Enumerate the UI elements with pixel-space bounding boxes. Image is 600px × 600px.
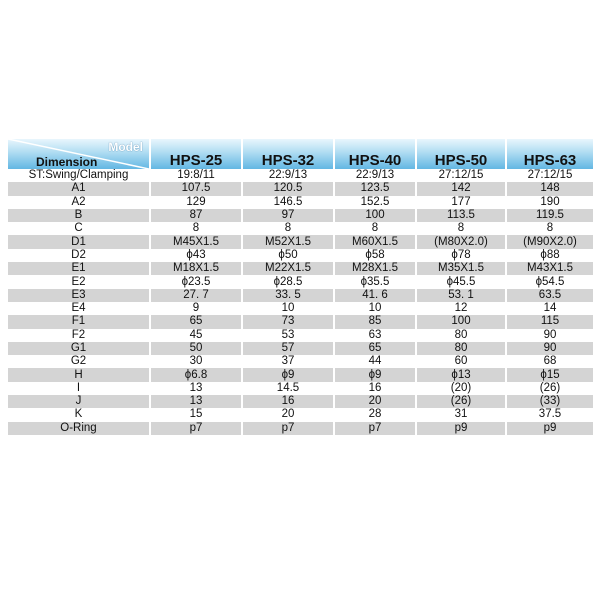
dimension-label: A2 [8,196,150,209]
model-header: HPS-63 [506,139,593,169]
dimension-label: E3 [8,289,150,302]
value-cell: 68 [506,355,593,368]
dimension-label: D1 [8,235,150,248]
value-cell: ϕ88 [506,249,593,262]
value-cell: M43X1.5 [506,262,593,275]
value-cell: 22:9/13 [334,169,416,182]
value-cell: 53. 1 [416,289,506,302]
value-cell: ϕ35.5 [334,275,416,288]
value-cell: 120.5 [242,182,334,195]
table-row [8,302,593,315]
table-row [8,169,593,182]
table-row [8,422,593,435]
value-cell: 73 [242,315,334,328]
value-cell: 20 [242,408,334,421]
table-row [8,182,593,195]
value-cell: 45 [150,329,242,342]
corner-dimension-label: Dimension [36,155,98,169]
value-cell: p7 [242,422,334,435]
dimension-label: H [8,368,150,381]
value-cell: 27. 7 [150,289,242,302]
value-cell: M45X1.5 [150,235,242,248]
value-cell: M28X1.5 [334,262,416,275]
table-row [8,289,593,302]
value-cell: 50 [150,342,242,355]
value-cell: ϕ15 [506,368,593,381]
value-cell: 15 [150,408,242,421]
value-cell: ϕ43 [150,249,242,262]
table-row [8,262,593,275]
table-row [8,408,593,421]
table-row [8,209,593,222]
value-cell: 44 [334,355,416,368]
value-cell: 13 [150,382,242,395]
value-cell: p7 [150,422,242,435]
dimension-label: E4 [8,302,150,315]
value-cell: p9 [506,422,593,435]
value-cell: 119.5 [506,209,593,222]
value-cell: p9 [416,422,506,435]
value-cell: 100 [416,315,506,328]
value-cell: 63 [334,329,416,342]
table-row [8,355,593,368]
value-cell: 53 [242,329,334,342]
table-row [8,196,593,209]
dimension-label: A1 [8,182,150,195]
model-header: HPS-40 [334,139,416,169]
value-cell: 8 [506,222,593,235]
value-cell: 190 [506,196,593,209]
header-row [8,139,593,169]
value-cell: M18X1.5 [150,262,242,275]
model-header: HPS-25 [150,139,242,169]
table-row [8,235,593,248]
value-cell: 177 [416,196,506,209]
table-row [8,342,593,355]
value-cell: 14.5 [242,382,334,395]
value-cell: 80 [416,329,506,342]
value-cell: ϕ13 [416,368,506,381]
value-cell: 37 [242,355,334,368]
dimension-label: K [8,408,150,421]
table-row [8,249,593,262]
value-cell: (33) [506,395,593,408]
value-cell: 12 [416,302,506,315]
value-cell: ϕ9 [334,368,416,381]
value-cell: 20 [334,395,416,408]
table-row [8,368,593,381]
value-cell: 16 [334,382,416,395]
value-cell: ϕ45.5 [416,275,506,288]
corner-model-label: Model [108,140,143,154]
value-cell: (20) [416,382,506,395]
value-cell: ϕ6.8 [150,368,242,381]
value-cell: 33. 5 [242,289,334,302]
value-cell: 107.5 [150,182,242,195]
value-cell: 28 [334,408,416,421]
value-cell: M35X1.5 [416,262,506,275]
value-cell: 31 [416,408,506,421]
value-cell: 148 [506,182,593,195]
dimension-label: G2 [8,355,150,368]
dimension-label: C [8,222,150,235]
value-cell: 8 [334,222,416,235]
value-cell: 8 [150,222,242,235]
dimension-label: J [8,395,150,408]
value-cell: 85 [334,315,416,328]
model-header: HPS-50 [416,139,506,169]
table-row [8,329,593,342]
value-cell: 13 [150,395,242,408]
table-row [8,222,593,235]
value-cell: M60X1.5 [334,235,416,248]
value-cell: ϕ50 [242,249,334,262]
table-row [8,395,593,408]
value-cell: 41. 6 [334,289,416,302]
model-header: HPS-32 [242,139,334,169]
value-cell: 65 [334,342,416,355]
dimension-label: F2 [8,329,150,342]
value-cell: M52X1.5 [242,235,334,248]
value-cell: ϕ9 [242,368,334,381]
corner-cell [8,139,150,169]
value-cell: 27:12/15 [506,169,593,182]
dimension-label: B [8,209,150,222]
value-cell: (M90X2.0) [506,235,593,248]
dimension-label: F1 [8,315,150,328]
value-cell: 9 [150,302,242,315]
value-cell: 87 [150,209,242,222]
value-cell: 10 [242,302,334,315]
value-cell: 113.5 [416,209,506,222]
dimension-label: E1 [8,262,150,275]
dimension-label: I [8,382,150,395]
value-cell: 60 [416,355,506,368]
value-cell: 80 [416,342,506,355]
value-cell: 97 [242,209,334,222]
value-cell: ϕ78 [416,249,506,262]
value-cell: p7 [334,422,416,435]
value-cell: 129 [150,196,242,209]
value-cell: 14 [506,302,593,315]
spec-table [8,139,593,435]
spec-body [8,169,593,435]
value-cell: 16 [242,395,334,408]
value-cell: 22:9/13 [242,169,334,182]
dimension-label: O-Ring [8,422,150,435]
value-cell: 37.5 [506,408,593,421]
value-cell: (M80X2.0) [416,235,506,248]
value-cell: 65 [150,315,242,328]
table-row [8,315,593,328]
value-cell: 8 [416,222,506,235]
value-cell: ϕ28.5 [242,275,334,288]
value-cell: 27:12/15 [416,169,506,182]
value-cell: 57 [242,342,334,355]
dimension-label: E2 [8,275,150,288]
value-cell: 90 [506,342,593,355]
value-cell: 90 [506,329,593,342]
table-row [8,275,593,288]
value-cell: (26) [416,395,506,408]
dimension-label: ST:Swing/Clamping [8,169,150,182]
value-cell: ϕ58 [334,249,416,262]
value-cell: 115 [506,315,593,328]
value-cell: (26) [506,382,593,395]
table-row [8,382,593,395]
value-cell: 152.5 [334,196,416,209]
value-cell: 30 [150,355,242,368]
value-cell: ϕ23.5 [150,275,242,288]
value-cell: 63.5 [506,289,593,302]
value-cell: 19:8/11 [150,169,242,182]
value-cell: ϕ54.5 [506,275,593,288]
value-cell: 146.5 [242,196,334,209]
dimension-label: G1 [8,342,150,355]
value-cell: M22X1.5 [242,262,334,275]
value-cell: 100 [334,209,416,222]
value-cell: 8 [242,222,334,235]
value-cell: 142 [416,182,506,195]
value-cell: 123.5 [334,182,416,195]
value-cell: 10 [334,302,416,315]
dimension-label: D2 [8,249,150,262]
